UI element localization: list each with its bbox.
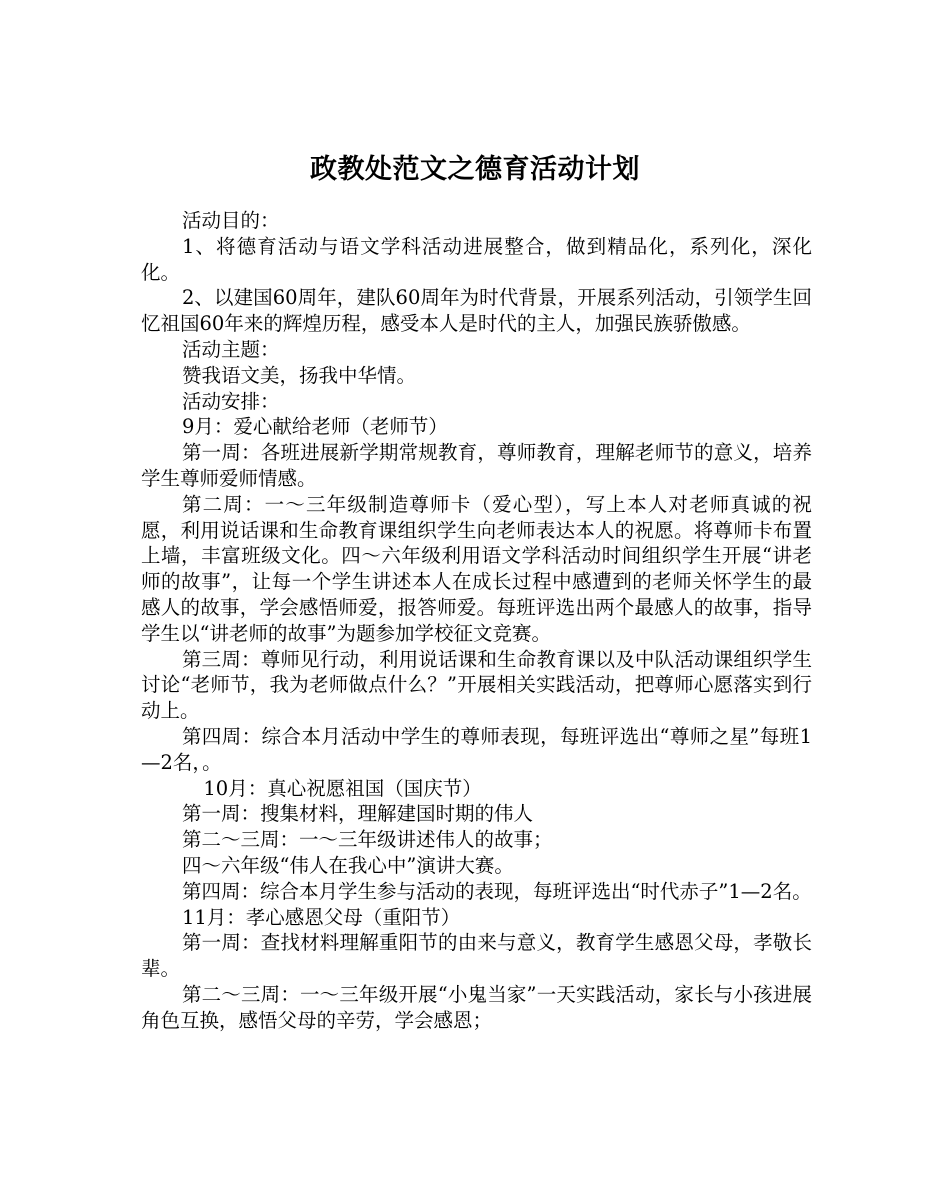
paragraph: 第一周：搜集材料，理解建国时期的伟人 [181, 802, 533, 826]
paragraph: 活动主题： [181, 337, 280, 361]
document-body [141, 208, 812, 1034]
paragraph: 赞我语文美，扬我中华情。 [181, 363, 416, 387]
paragraph: 1、将德育活动与语文学科活动进展整合，做到精品化，系列化，深化化。 [141, 234, 812, 284]
paragraph: 第四周：综合本月活动中学生的尊师表现，每班评选出“尊师之星”每班1—2名，。 [141, 724, 812, 774]
paragraph: 第二～三周：一～三年级讲述伟人的故事； [181, 828, 553, 852]
paragraph: 9月：爱心献给老师（老师节） [181, 415, 448, 439]
paragraph: 11月：孝心感恩父母（重阳节） [181, 905, 461, 929]
document-title: 政教处范文之德育活动计划 [310, 154, 640, 186]
paragraph: 第一周：各班进展新学期常规教育，尊师教育，理解老师节的意义，培养学生尊师爱师情感。 [141, 441, 812, 490]
paragraph: 第一周：查找材料理解重阳节的由来与意义，教育学生感恩父母，孝敬长辈。 [141, 931, 812, 981]
paragraph: 第二周：一～三年级制造尊师卡（爱心型），写上本人对老师真诚的祝愿，利用说话课和生命教育课组织学生向老师表达本人的祝愿。将尊师卡布置上墙，丰富班级文化。四～六年级利用语文学科活动时间组织学生开展“讲老师的故事”，让每一个学生讲述本人在成长过程中感遭到的老师关怀学生的最感人的故事，学会感悟师爱，报答师爱。每班评选出两个最感人的故事，指导学生以“讲老师的故事”为题参加学校征文竞赛。 [141, 492, 812, 645]
paragraph: 2、以建国60周年，建队60周年为时代背景，开展系列活动，引领学生回忆祖国60年来的辉煌历程，感受本人是时代的主人，加强民族骄傲感。 [141, 286, 812, 336]
paragraph: 第四周：综合本月学生参与活动的表现，每班评选出“时代赤子”1—2名。 [181, 879, 812, 903]
paragraph: 10月：真心祝愿祖国（国庆节） [203, 776, 482, 800]
paragraph: 四～六年级“伟人在我心中”演讲大赛。 [181, 853, 514, 877]
paragraph: 活动目的： [181, 209, 280, 232]
paragraph: 第二～三周：一～三年级开展“小鬼当家”一天实践活动，家长与小孩进展角色互换，感悟父母的辛劳，学会感恩； [141, 982, 812, 1032]
paragraph: 活动安排： [181, 389, 280, 413]
paragraph: 第三周：尊师见行动，利用说话课和生命教育课以及中队活动课组织学生讨论“老师节，我为老师做点什么？”开展相关实践活动，把尊师心愿落实到行动上。 [141, 647, 812, 723]
